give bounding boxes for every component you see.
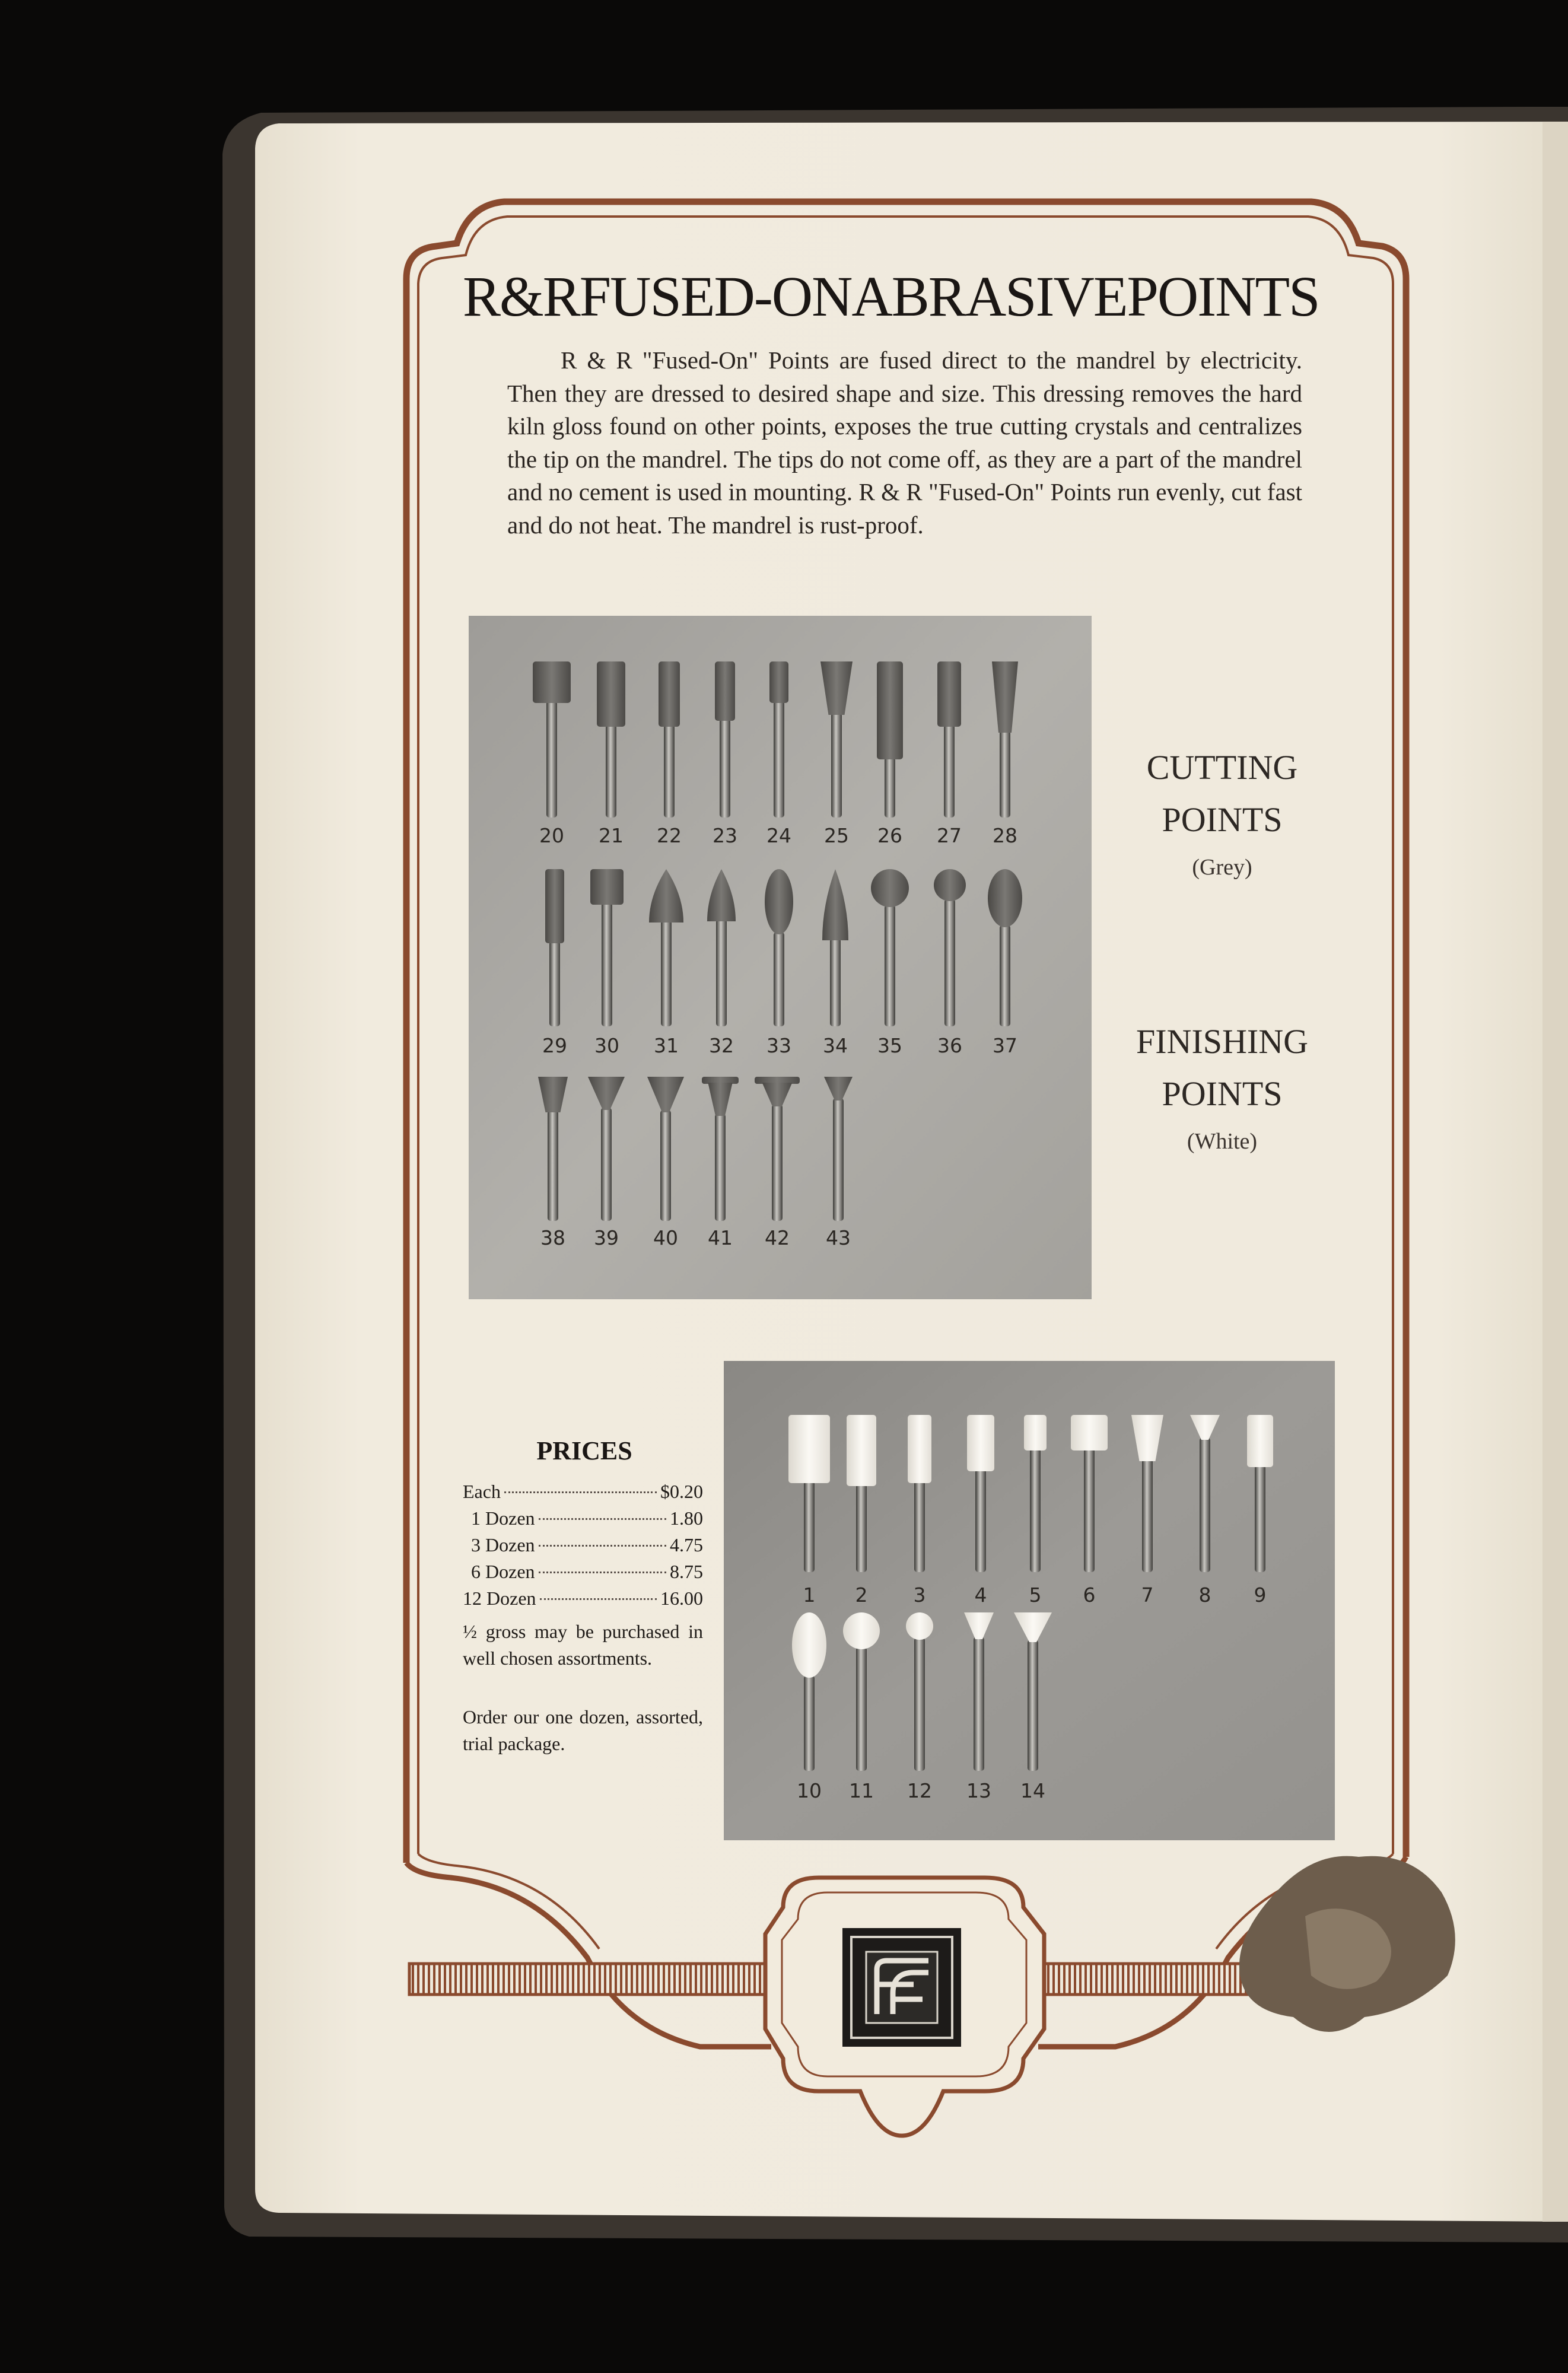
price-amount: 4.75 xyxy=(670,1534,703,1556)
price-row xyxy=(463,1505,703,1532)
point-number-label: 23 xyxy=(713,824,737,847)
point-number-label: 41 xyxy=(708,1226,733,1249)
ornament-bar-left xyxy=(409,1964,777,1995)
price-amount: 8.75 xyxy=(670,1561,703,1582)
cutting-heading-line1: CUTTING xyxy=(1146,748,1298,787)
point-number-label: 30 xyxy=(594,1034,619,1057)
point-number-label: 20 xyxy=(539,824,564,847)
finishing-points-subtitle: (White) xyxy=(1187,1129,1258,1154)
point-number-label: 2 xyxy=(855,1583,868,1607)
point-number-label: 42 xyxy=(765,1226,790,1249)
point-number-label: 8 xyxy=(1198,1583,1211,1607)
leader-dots xyxy=(540,1598,657,1600)
point-number-label: 37 xyxy=(993,1034,1017,1057)
leader-dots xyxy=(539,1518,666,1520)
price-list xyxy=(463,1478,703,1612)
gross-note: ½ gross may be purchased in well chosen assortments. xyxy=(463,1621,703,1669)
price-qty: 12 Dozen xyxy=(463,1588,536,1609)
price-qty: Each xyxy=(463,1481,501,1502)
point-number-label: 36 xyxy=(937,1034,962,1057)
point-number-label: 24 xyxy=(766,824,791,847)
price-row xyxy=(463,1478,703,1505)
page-title: R&RFUSED-ONABRASIVEPOINTS xyxy=(463,265,1319,328)
point-number-label: 40 xyxy=(653,1226,678,1249)
leader-dots xyxy=(504,1491,657,1493)
finishing-points-plate xyxy=(724,1361,1335,1840)
point-number-label: 7 xyxy=(1141,1583,1154,1607)
point-number-label: 34 xyxy=(823,1034,848,1057)
point-number-label: 26 xyxy=(877,824,902,847)
leader-dots xyxy=(539,1572,666,1573)
point-number-label: 21 xyxy=(599,824,624,847)
point-number-label: 14 xyxy=(1020,1779,1045,1802)
price-amount: 16.00 xyxy=(660,1588,703,1609)
point-number-label: 39 xyxy=(594,1226,619,1249)
cutting-points-subtitle: (Grey) xyxy=(1192,855,1252,880)
price-amount: $0.20 xyxy=(660,1481,703,1502)
point-number-label: 31 xyxy=(654,1034,679,1057)
point-number-label: 43 xyxy=(826,1226,851,1249)
point-number-label: 29 xyxy=(542,1034,567,1057)
finishing-points-heading xyxy=(1080,1016,1365,1120)
cutting-heading-line2: POINTS xyxy=(1162,800,1283,839)
point-number-label: 25 xyxy=(824,824,849,847)
point-number-label: 12 xyxy=(907,1779,932,1802)
point-number-label: 3 xyxy=(913,1583,926,1607)
price-row xyxy=(463,1558,703,1585)
cutting-points-heading xyxy=(1080,742,1365,846)
price-row xyxy=(463,1585,703,1612)
finishing-heading-line1: FINISHING xyxy=(1136,1022,1308,1061)
cutting-points-plate xyxy=(469,616,1092,1299)
price-qty: 1 Dozen xyxy=(471,1507,535,1529)
prices-title: PRICES xyxy=(536,1436,632,1465)
finishing-heading-line2: POINTS xyxy=(1162,1074,1283,1113)
point-number-label: 32 xyxy=(709,1034,734,1057)
price-amount: 1.80 xyxy=(670,1507,703,1529)
point-number-label: 9 xyxy=(1254,1583,1267,1607)
leader-dots xyxy=(539,1545,666,1547)
point-number-label: 38 xyxy=(540,1226,565,1249)
point-number-label: 27 xyxy=(937,824,962,847)
point-number-label: 35 xyxy=(877,1034,902,1057)
point-number-label: 13 xyxy=(966,1779,991,1802)
point-number-label: 11 xyxy=(849,1779,874,1802)
point-number-label: 10 xyxy=(797,1779,822,1802)
point-number-label: 33 xyxy=(766,1034,791,1057)
point-number-label: 5 xyxy=(1029,1583,1042,1607)
point-number-label: 28 xyxy=(993,824,1017,847)
order-note: Order our one dozen, assorted, trial package. xyxy=(463,1706,703,1754)
point-number-label: 6 xyxy=(1083,1583,1096,1607)
price-qty: 6 Dozen xyxy=(471,1561,535,1582)
price-row xyxy=(463,1532,703,1558)
price-qty: 3 Dozen xyxy=(471,1534,535,1556)
point-number-label: 1 xyxy=(803,1583,816,1607)
intro-paragraph: R & R "Fused-On" Points are fused direct to the mandrel by electricity. Then they are dressed to desired shape and size. This dressing removes the hard kiln gloss found on other points, exposes the true cutting crystals and centralizes the tip on the mandrel. The tips do not come off, as they are a part of the mandrel and no cement is used in mounting. R & R "Fused-On" Points run evenly, cut fast and do not heat. The mandrel is rust-proof. xyxy=(507,346,1302,539)
point-number-label: 4 xyxy=(974,1583,987,1607)
point-number-label: 22 xyxy=(657,824,682,847)
